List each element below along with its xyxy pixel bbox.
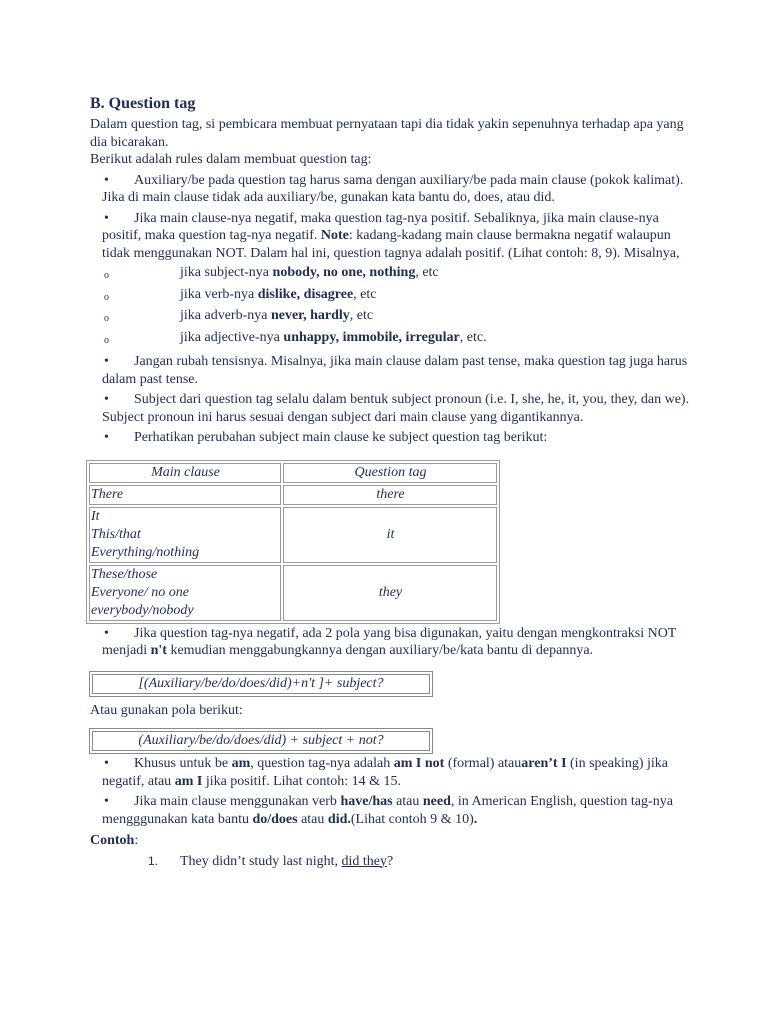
bullet-icon: • (104, 756, 109, 771)
note-label: Note (320, 228, 349, 243)
bullet-text: Khusus untuk be am, question tag-nya adalah am I not (formal) atauaren’t I (in speaking) jika negatif, atau am I jika positif. Lihat contoh: 14 & 15. (102, 756, 668, 789)
example-number: 1. (148, 853, 159, 868)
section-heading: B. Question tag (90, 95, 196, 112)
alternative-intro: Atau gunakan pola berikut: (90, 702, 243, 718)
sub-list-item (90, 264, 690, 286)
table-cell-tag: they (283, 565, 497, 621)
bullet-icon: • (104, 172, 109, 188)
table-row (89, 485, 497, 505)
intro-paragraph: Dalam question tag, si pembicara membuat pernyataan tapi dia tidak yakin sepenuhnya terhadap apa yang dia bicarakan. (90, 117, 684, 150)
table-cell-main: There (89, 485, 281, 505)
bullet-text: Auxiliary/be pada question tag harus sama dengan auxiliary/be pada main clause (pokok kalimat). Jika di main clause tidak ada auxiliary/be, gunakan kata bantu do, does, atau did. (102, 172, 684, 205)
circle-bullet-icon: o (104, 313, 109, 324)
bullet-icon: • (104, 625, 109, 641)
circle-bullet-icon: o (104, 291, 109, 303)
bullet-item (90, 391, 690, 426)
circle-bullet-icon: o (104, 270, 109, 281)
bullet-text: Jangan rubah tensisnya. Misalnya, jika main clause dalam past tense, maka question tag juga harus dalam past tense. (102, 354, 688, 387)
sub-item-text: jika adjective-nya unhappy, immobile, irregular, etc. (180, 329, 487, 345)
document-page (90, 94, 690, 873)
example-item (90, 853, 690, 873)
bullet-item (90, 793, 690, 828)
sub-list-item (90, 329, 690, 351)
bullet-icon: • (104, 210, 109, 226)
circle-bullet-icon: o (104, 334, 109, 346)
bullet-text: Jika main clause menggunakan verb have/has atau need, in American English, question tag-nya mengggunakan kata bantu do/does atau did.(Lihat contoh 9 & 10). (102, 794, 673, 827)
pattern-text: (Auxiliary/be/do/does/did) + subject + not? (92, 731, 430, 751)
bullet-item (90, 353, 690, 388)
example-text: They didn’t study last night, did they? (180, 853, 394, 869)
bullet-icon: • (104, 794, 109, 809)
sub-list-item (90, 286, 690, 308)
bullet-icon: • (104, 430, 109, 445)
sub-item-text: jika verb-nya dislike, disagree, etc (180, 286, 377, 302)
sub-list-item (90, 307, 690, 329)
bullet-text: Jika question tag-nya negatif, ada 2 pola yang bisa digunakan, yaitu dengan mengkontraksi NOT menjadi n't kemudian menggabungkannya dengan auxiliary/be/kata bantu di depannya. (102, 625, 677, 658)
table-cell-main: It This/that Everything/nothing (89, 507, 281, 563)
table-header-row (89, 463, 497, 483)
table-row (89, 507, 497, 563)
pattern-box (89, 671, 433, 697)
bullet-item (90, 755, 690, 790)
bullet-item (90, 210, 690, 263)
bullet-icon: • (104, 392, 109, 407)
pattern-box (89, 728, 433, 754)
bullet-item (90, 625, 690, 660)
table-header-cell: Question tag (283, 463, 497, 483)
pattern-text: [(Auxiliary/be/do/does/did)+n't ]+ subject? (92, 674, 430, 694)
bullet-text: Subject dari question tag selalu dalam bentuk subject pronoun (i.e. I, she, he, it, you, they, dan we). Subject pronoun ini harus sesuai dengan subject dari main clause yang digantikannya. (102, 392, 690, 425)
table-header-cell: Main clause (89, 463, 281, 483)
sub-list (90, 264, 690, 350)
sub-item-text: jika adverb-nya never, hardly, etc (180, 308, 374, 323)
bullet-item (90, 172, 690, 207)
table-cell-main: These/those Everyone/ no one everybody/nobody (89, 565, 281, 621)
examples-label: Contoh: (90, 833, 139, 848)
table-row (89, 565, 497, 621)
table-cell-tag: there (283, 485, 497, 505)
bullet-text: Perhatikan perubahan subject main clause ke subject question tag berikut: (134, 430, 548, 445)
bullet-icon: • (104, 354, 109, 369)
example-tag: did they (341, 853, 388, 869)
bullet-item (90, 429, 690, 447)
rules-intro: Berikut adalah rules dalam membuat question tag: (90, 152, 372, 167)
bullet-text: Jika main clause-nya negatif, maka question tag-nya positif. Sebaliknya, jika main clause-nya positif, maka question tag-nya negatif. Note: kadang-kadang main clause bermakna negatif walaupun tidak menggunakan NOT. Dalam hal ini, question tagnya adalah positif. (Lihat contoh: 8, 9). Misalnya, (102, 210, 680, 261)
table-cell-tag: it (283, 507, 497, 563)
sub-item-text: jika subject-nya nobody, no one, nothing, etc (180, 265, 439, 280)
subject-table (86, 460, 500, 624)
